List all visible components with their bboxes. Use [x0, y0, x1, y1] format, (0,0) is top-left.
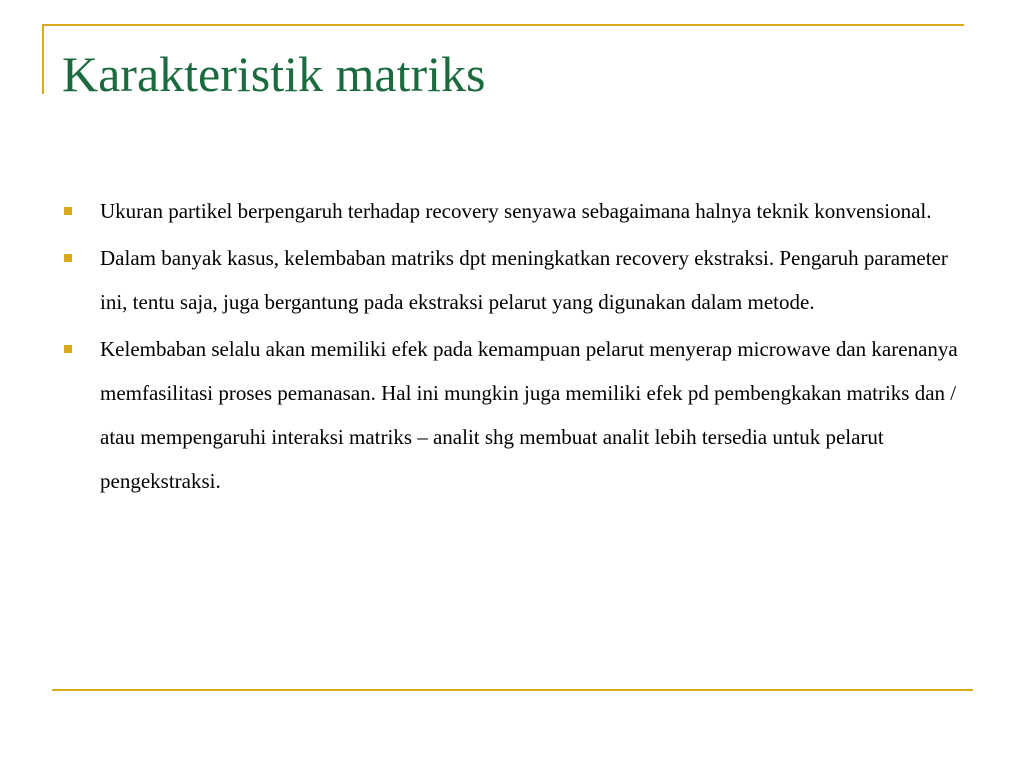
square-bullet-icon	[64, 345, 72, 353]
frame-top-line	[42, 24, 964, 26]
bullet-item-3	[62, 327, 967, 503]
square-bullet-icon	[64, 254, 72, 262]
bullet-list	[62, 189, 967, 506]
frame-bottom-line	[52, 689, 973, 691]
bullet-text: Ukuran partikel berpengaruh terhadap recovery senyawa sebagaimana halnya teknik konvensional.	[100, 199, 932, 223]
bullet-item-2	[62, 236, 967, 324]
slide-title: Karakteristik matriks	[62, 46, 486, 102]
bullet-item-1	[62, 189, 967, 233]
bullet-text: Kelembaban selalu akan memiliki efek pada kemampuan pelarut menyerap microwave dan karenanya memfasilitasi proses pemanasan. Hal ini mungkin juga memiliki efek pd pembengkakan matriks dan / atau mempengaruhi interaksi matriks – analit shg membuat analit lebih tersedia untuk pelarut pengekstraksi.	[100, 337, 958, 493]
frame-left-line	[42, 24, 44, 94]
bullet-text: Dalam banyak kasus, kelembaban matriks dpt meningkatkan recovery ekstraksi. Pengaruh parameter ini, tentu saja, juga bergantung pada ekstraksi pelarut yang digunakan dalam metode.	[100, 246, 948, 314]
square-bullet-icon	[64, 207, 72, 215]
